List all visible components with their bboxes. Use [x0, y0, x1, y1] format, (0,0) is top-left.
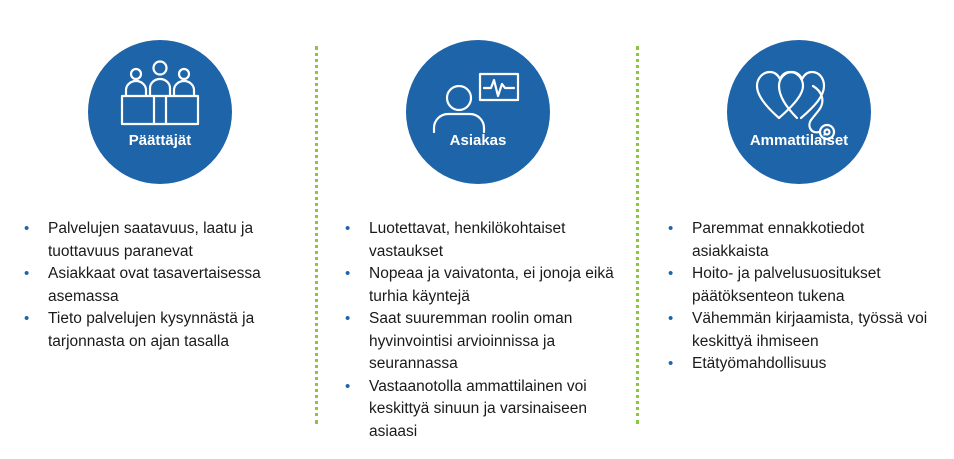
bullet-icon: •: [668, 265, 674, 282]
list-item: [341, 308, 626, 376]
list-item-text: Vastaanotolla ammattilainen voi keskittyä sinuun ja varsinaiseen asiaasi: [369, 377, 587, 440]
decision-makers-icon: [88, 40, 232, 184]
column-divider-left: [315, 46, 318, 424]
list-item: [341, 376, 626, 444]
list-item-text: Hoito- ja palvelusuositukset päätöksenteon tukena: [692, 265, 881, 305]
list-item: [664, 218, 944, 263]
list-item-text: Nopeaa ja vaivatonta, ei jonoja eikä turhia käyntejä: [369, 265, 614, 305]
list-item-text: Paremmat ennakkotiedot asiakkaista: [692, 220, 865, 260]
list-item: [664, 308, 944, 353]
professionals-circle: [727, 40, 871, 184]
professionals-title: Ammattilaiset: [749, 132, 849, 149]
list-item-text: Saat suuremman roolin oman hyvinvointisi arvioinnissa ja seurannassa: [369, 310, 573, 372]
professionals-benefits-list: [664, 218, 944, 376]
customer-monitor-icon: [406, 40, 550, 184]
column-divider-right: [636, 46, 639, 424]
decision-makers-title: Päättäjät: [128, 132, 192, 149]
bullet-icon: •: [668, 220, 674, 237]
list-item-text: Tieto palvelujen kysynnästä ja tarjonnasta on ajan tasalla: [48, 310, 255, 350]
bullet-icon: •: [345, 377, 351, 395]
list-item-text: Asiakkaat ovat tasavertaisessa asemassa: [48, 265, 261, 305]
bullet-icon: •: [345, 220, 351, 237]
customer-title: Asiakas: [449, 132, 507, 149]
bullet-icon: •: [345, 310, 351, 327]
bullet-icon: •: [668, 310, 674, 327]
list-item: [341, 218, 626, 263]
customer-benefits-list: [341, 218, 626, 443]
bullet-icon: •: [24, 220, 30, 237]
bullet-icon: •: [668, 355, 674, 372]
bullet-icon: •: [24, 265, 30, 282]
bullet-icon: •: [24, 310, 30, 327]
list-item-text: Luotettavat, henkilökohtaiset vastaukset: [369, 220, 566, 260]
customer-circle: [406, 40, 550, 184]
list-item: [20, 218, 290, 263]
list-item: [664, 353, 944, 376]
list-item: [20, 263, 290, 308]
list-item: [341, 263, 626, 308]
list-item-text: Etätyömahdollisuus: [692, 355, 827, 372]
bullet-icon: •: [345, 265, 351, 282]
list-item-text: Vähemmän kirjaamista, työssä voi keskittyä ihmiseen: [692, 310, 928, 350]
list-item: [20, 308, 290, 353]
list-item-text: Palvelujen saatavuus, laatu ja tuottavuus paranevat: [48, 220, 254, 260]
stethoscope-hearts-icon: [727, 40, 871, 184]
list-item: [664, 263, 944, 308]
decision-makers-circle: [88, 40, 232, 184]
decision-makers-benefits-list: [20, 218, 290, 353]
